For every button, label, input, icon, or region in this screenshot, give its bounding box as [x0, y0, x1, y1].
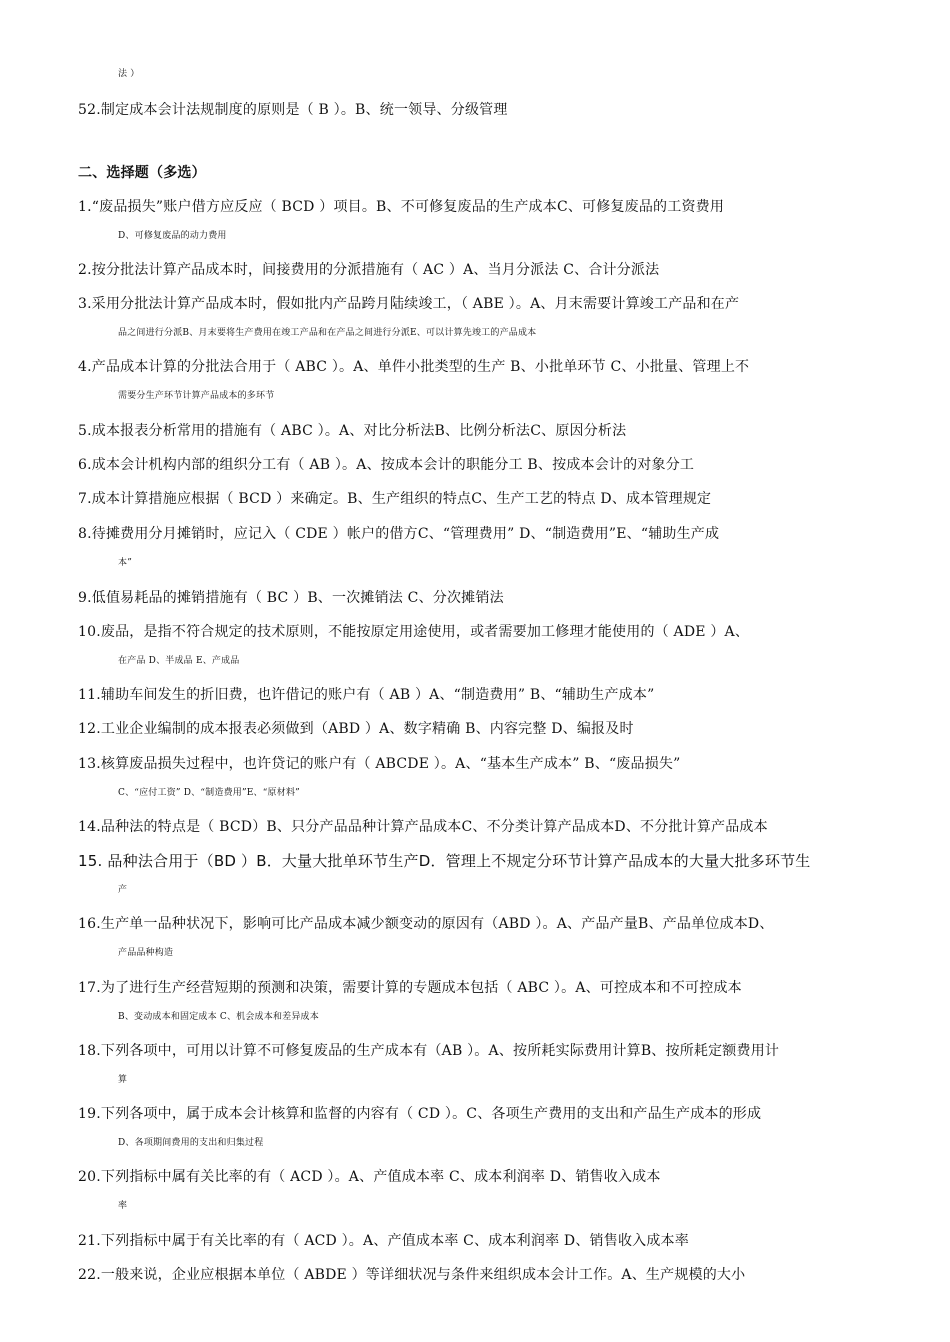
section-heading: 二、选择题（多选）	[78, 165, 206, 181]
question-line: 12.工业企业编制的成本报表必须做到（ABD ）A、数字精确 B、内容完整 D、编报及时	[78, 721, 634, 737]
question-line: 算	[118, 1075, 128, 1085]
question-line: 11.辅助车间发生的折旧费，也许借记的账户有（ AB ）A、“制造费用” B、“辅助生产成本”	[78, 687, 655, 703]
question-line: 5.成本报表分析常用的措施有（ ABC ）。A、对比分析法B、比例分析法C、原因分析法	[78, 423, 627, 439]
question-line: 9.低值易耗品的摊销措施有（ BC ）B、一次摊销法 C、分次摊销法	[78, 590, 504, 606]
question-line: 品之间进行分派B、月末要将生产费用在竣工产品和在产品之间进行分派E、可以计算先竣工的产品成本	[118, 328, 537, 338]
question-line: D、各项期间费用的支出和归集过程	[118, 1138, 264, 1148]
question-line: 产品品种构造	[118, 948, 174, 958]
question-line: 3.采用分批法计算产品成本时，假如批内产品跨月陆续竣工，（ ABE ）。A、月末需要计算竣工产品和在产	[78, 296, 740, 312]
question-line: 率	[118, 1201, 128, 1211]
question-line: 8.待摊费用分月摊销时，应记入（ CDE ）帐户的借方C、“管理费用” D、“制造费用”E、“辅助生产成	[78, 526, 720, 542]
question-line: B、变动成本和固定成本 C、机会成本和差异成本	[118, 1012, 319, 1022]
question-line: 4.产品成本计算的分批法合用于（ ABC ）。A、单件小批类型的生产 B、小批单环节 C、小批量、管理上不	[78, 359, 750, 375]
question-line: 1.“废品损失”账户借方应反应（ BCD ）项目。B、不可修复废品的生产成本C、可修复废品的工资费用	[78, 199, 725, 215]
question-line: 在产品 D、半成品 E、产成品	[118, 656, 240, 666]
question-line: 需要分生产环节计算产品成本的多环节	[118, 391, 275, 401]
question-line: D、可修复废品的动力费用	[118, 231, 227, 241]
question-line: 本”	[118, 558, 133, 568]
question-line: 21.下列指标中属于有关比率的有（ ACD ）。A、产值成本率 C、成本利润率 D、销售收入成本率	[78, 1233, 689, 1249]
question-line: 产	[118, 885, 128, 895]
question-line: 17.为了进行生产经营短期的预测和决策，需要计算的专题成本包括（ ABC ）。A、可控成本和不可控成本	[78, 980, 742, 996]
question-line: 22.一般来说，企业应根据本单位（ ABDE ）等详细状况与条件来组织成本会计工作。A、生产规模的大小	[78, 1267, 746, 1283]
question-line: 16.生产单一品种状况下，影响可比产品成本减少额变动的原因有（ABD ）。A、产品产量B、产品单位成本D、	[78, 916, 774, 932]
question-line: 14.品种法的特点是（ BCD）B、只分产品品种计算产品成本C、不分类计算产品成本D、不分批计算产品成本	[78, 819, 768, 835]
question-line: 18.下列各项中，可用以计算不可修复废品的生产成本有（AB ）。A、按所耗实际费用计算B、按所耗定额费用计	[78, 1043, 780, 1059]
text-line: 52.制定成本会计法规制度的原则是（ B ）。B、统一领导、分级管理	[78, 102, 508, 118]
question-line: 7.成本计算措施应根据（ BCD ）来确定。B、生产组织的特点C、生产工艺的特点 D、成本管理规定	[78, 491, 712, 507]
question-line: 19.下列各项中，属于成本会计核算和监督的内容有（ CD ）。C、各项生产费用的支出和产品生产成本的形成	[78, 1106, 762, 1122]
question-line: 15. 品种法合用于（BD ）B．大量大批单环节生产D．管理上不规定分环节计算产品成本的大量大批多环节生	[78, 852, 811, 870]
question-line: C、“应付工资” D、“制造费用”E、“原材料”	[118, 788, 300, 798]
question-line: 10.废品，是指不符合规定的技术原则，不能按原定用途使用，或者需要加工修理才能使用的（ ADE ）A、	[78, 624, 750, 640]
question-line: 13.核算废品损失过程中，也许贷记的账户有（ ABCDE ）。A、“基本生产成本” B、“废品损失”	[78, 756, 681, 772]
question-line: 20.下列指标中属有关比率的有（ ACD ）。A、产值成本率 C、成本利润率 D、销售收入成本	[78, 1169, 661, 1185]
text-line: 法 ）	[118, 69, 140, 79]
question-line: 6.成本会计机构内部的组织分工有（ AB ）。A、按成本会计的职能分工 B、按成本会计的对象分工	[78, 457, 695, 473]
question-line: 2.按分批法计算产品成本时，间接费用的分派措施有（ AC ）A、当月分派法 C、合计分派法	[78, 262, 660, 278]
